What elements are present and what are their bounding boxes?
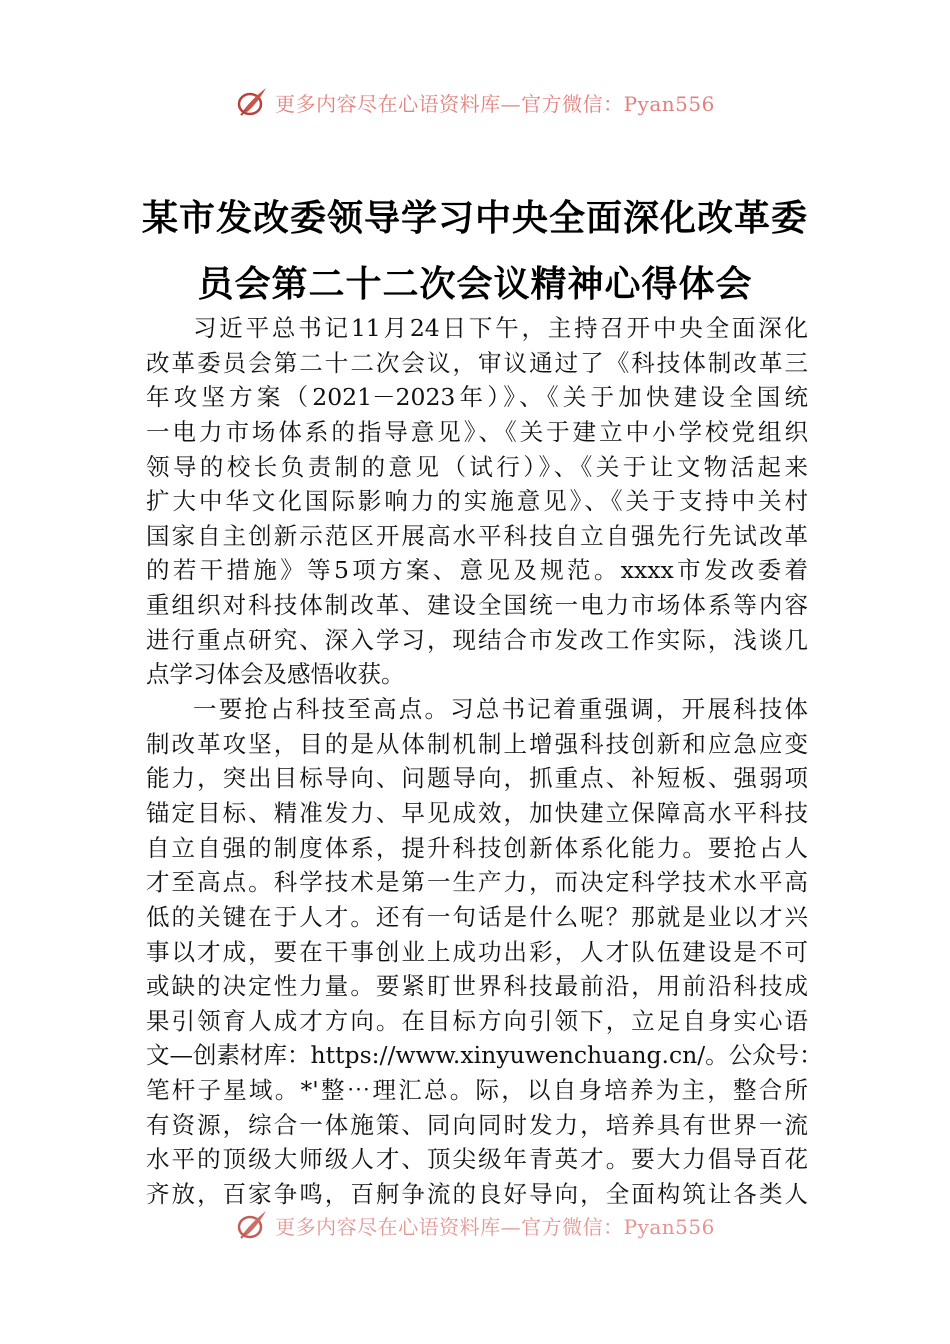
body-line: 水平的顶级大师级人才、顶尖级年青英才。要大力倡导百花 [146, 1145, 808, 1174]
body-line: 低的关键在于人才。还有一句话是什么呢？那就是业以才兴 [146, 902, 808, 931]
body-line: 领导的校长负责制的意见（试行）》、《关于让文物活起来 [146, 452, 808, 481]
body-line: 改革委员会第二十二次会议，审议通过了《科技体制改革三 [146, 348, 808, 377]
body-line: 国家自主创新示范区开展高水平科技自立自强先行先试改革 [146, 521, 808, 550]
watermark-text: 更多内容尽在心语资料库—官方微信：Pyan556 [275, 1214, 715, 1239]
body-line: 一电力市场体系的指导意见》、《关于建立中小学校党组织 [146, 417, 808, 446]
quill-logo-icon [235, 85, 269, 119]
body-line: 制改革攻坚，目的是从体制机制上增强科技创新和应急应变 [146, 729, 808, 758]
body-line: 或缺的决定性力量。要紧盯世界科技最前沿，用前沿科技成 [146, 972, 808, 1001]
document-title-line-2: 员会第二十二次会议精神心得体会 [197, 264, 753, 305]
body-line: 扩大中华文化国际影响力的实施意见》、《关于支持中关村 [146, 487, 808, 516]
quill-logo-icon [235, 1208, 269, 1242]
body-line: 文—创素材库：https://www.xinyuwenchuang.cn/。公众号： [146, 1041, 823, 1070]
header-watermark [0, 82, 950, 122]
body-line: 年攻坚方案（2021－2023年）》、《关于加快建设全国统 [146, 383, 808, 412]
body-line: 一要抢占科技至高点。习总书记着重强调，开展科技体 [193, 695, 808, 724]
body-line: 进行重点研究、深入学习，现结合市发改工作实际，浅谈几 [146, 625, 808, 654]
document-title-line-1: 某市发改委领导学习中央全面深化改革委 [141, 198, 808, 239]
body-line: 自立自强的制度体系，提升科技创新体系化能力。要抢占人 [146, 833, 808, 862]
body-line: 齐放，百家争鸣，百舸争流的良好导向，全面构筑让各类人 [146, 1180, 808, 1209]
document-body [146, 311, 823, 1212]
body-line: 才至高点。科学技术是第一生产力，而决定科学技术水平高 [146, 868, 808, 897]
body-line: 锚定目标、精准发力、早见成效，加快建立保障高水平科技 [146, 798, 808, 827]
body-line: 笔杆子星域。*'整⋯理汇总。际，以自身培养为主，整合所 [146, 1076, 808, 1105]
body-line: 重组织对科技体制改革、建设全国统一电力市场体系等内容 [146, 591, 808, 620]
body-line: 事以才成，要在干事创业上成功出彩，人才队伍建设是不可 [146, 937, 808, 966]
body-line: 点学习体会及感悟收获。 [146, 660, 405, 689]
footer-watermark [0, 1205, 950, 1245]
body-line: 的若干措施》等5项方案、意见及规范。xxxx市发改委着 [146, 556, 808, 585]
body-line: 能力，突出目标导向、问题导向，抓重点、补短板、强弱项 [146, 764, 808, 793]
watermark-text: 更多内容尽在心语资料库—官方微信：Pyan556 [275, 91, 715, 116]
body-line: 果引领育人成才方向。在目标方向引领下，立足自身实心语 [146, 1006, 808, 1035]
body-line: 有资源，综合一体施策、同向同时发力，培养具有世界一流 [146, 1110, 808, 1139]
body-line: 习近平总书记11月24日下午，主持召开中央全面深化 [193, 314, 808, 342]
